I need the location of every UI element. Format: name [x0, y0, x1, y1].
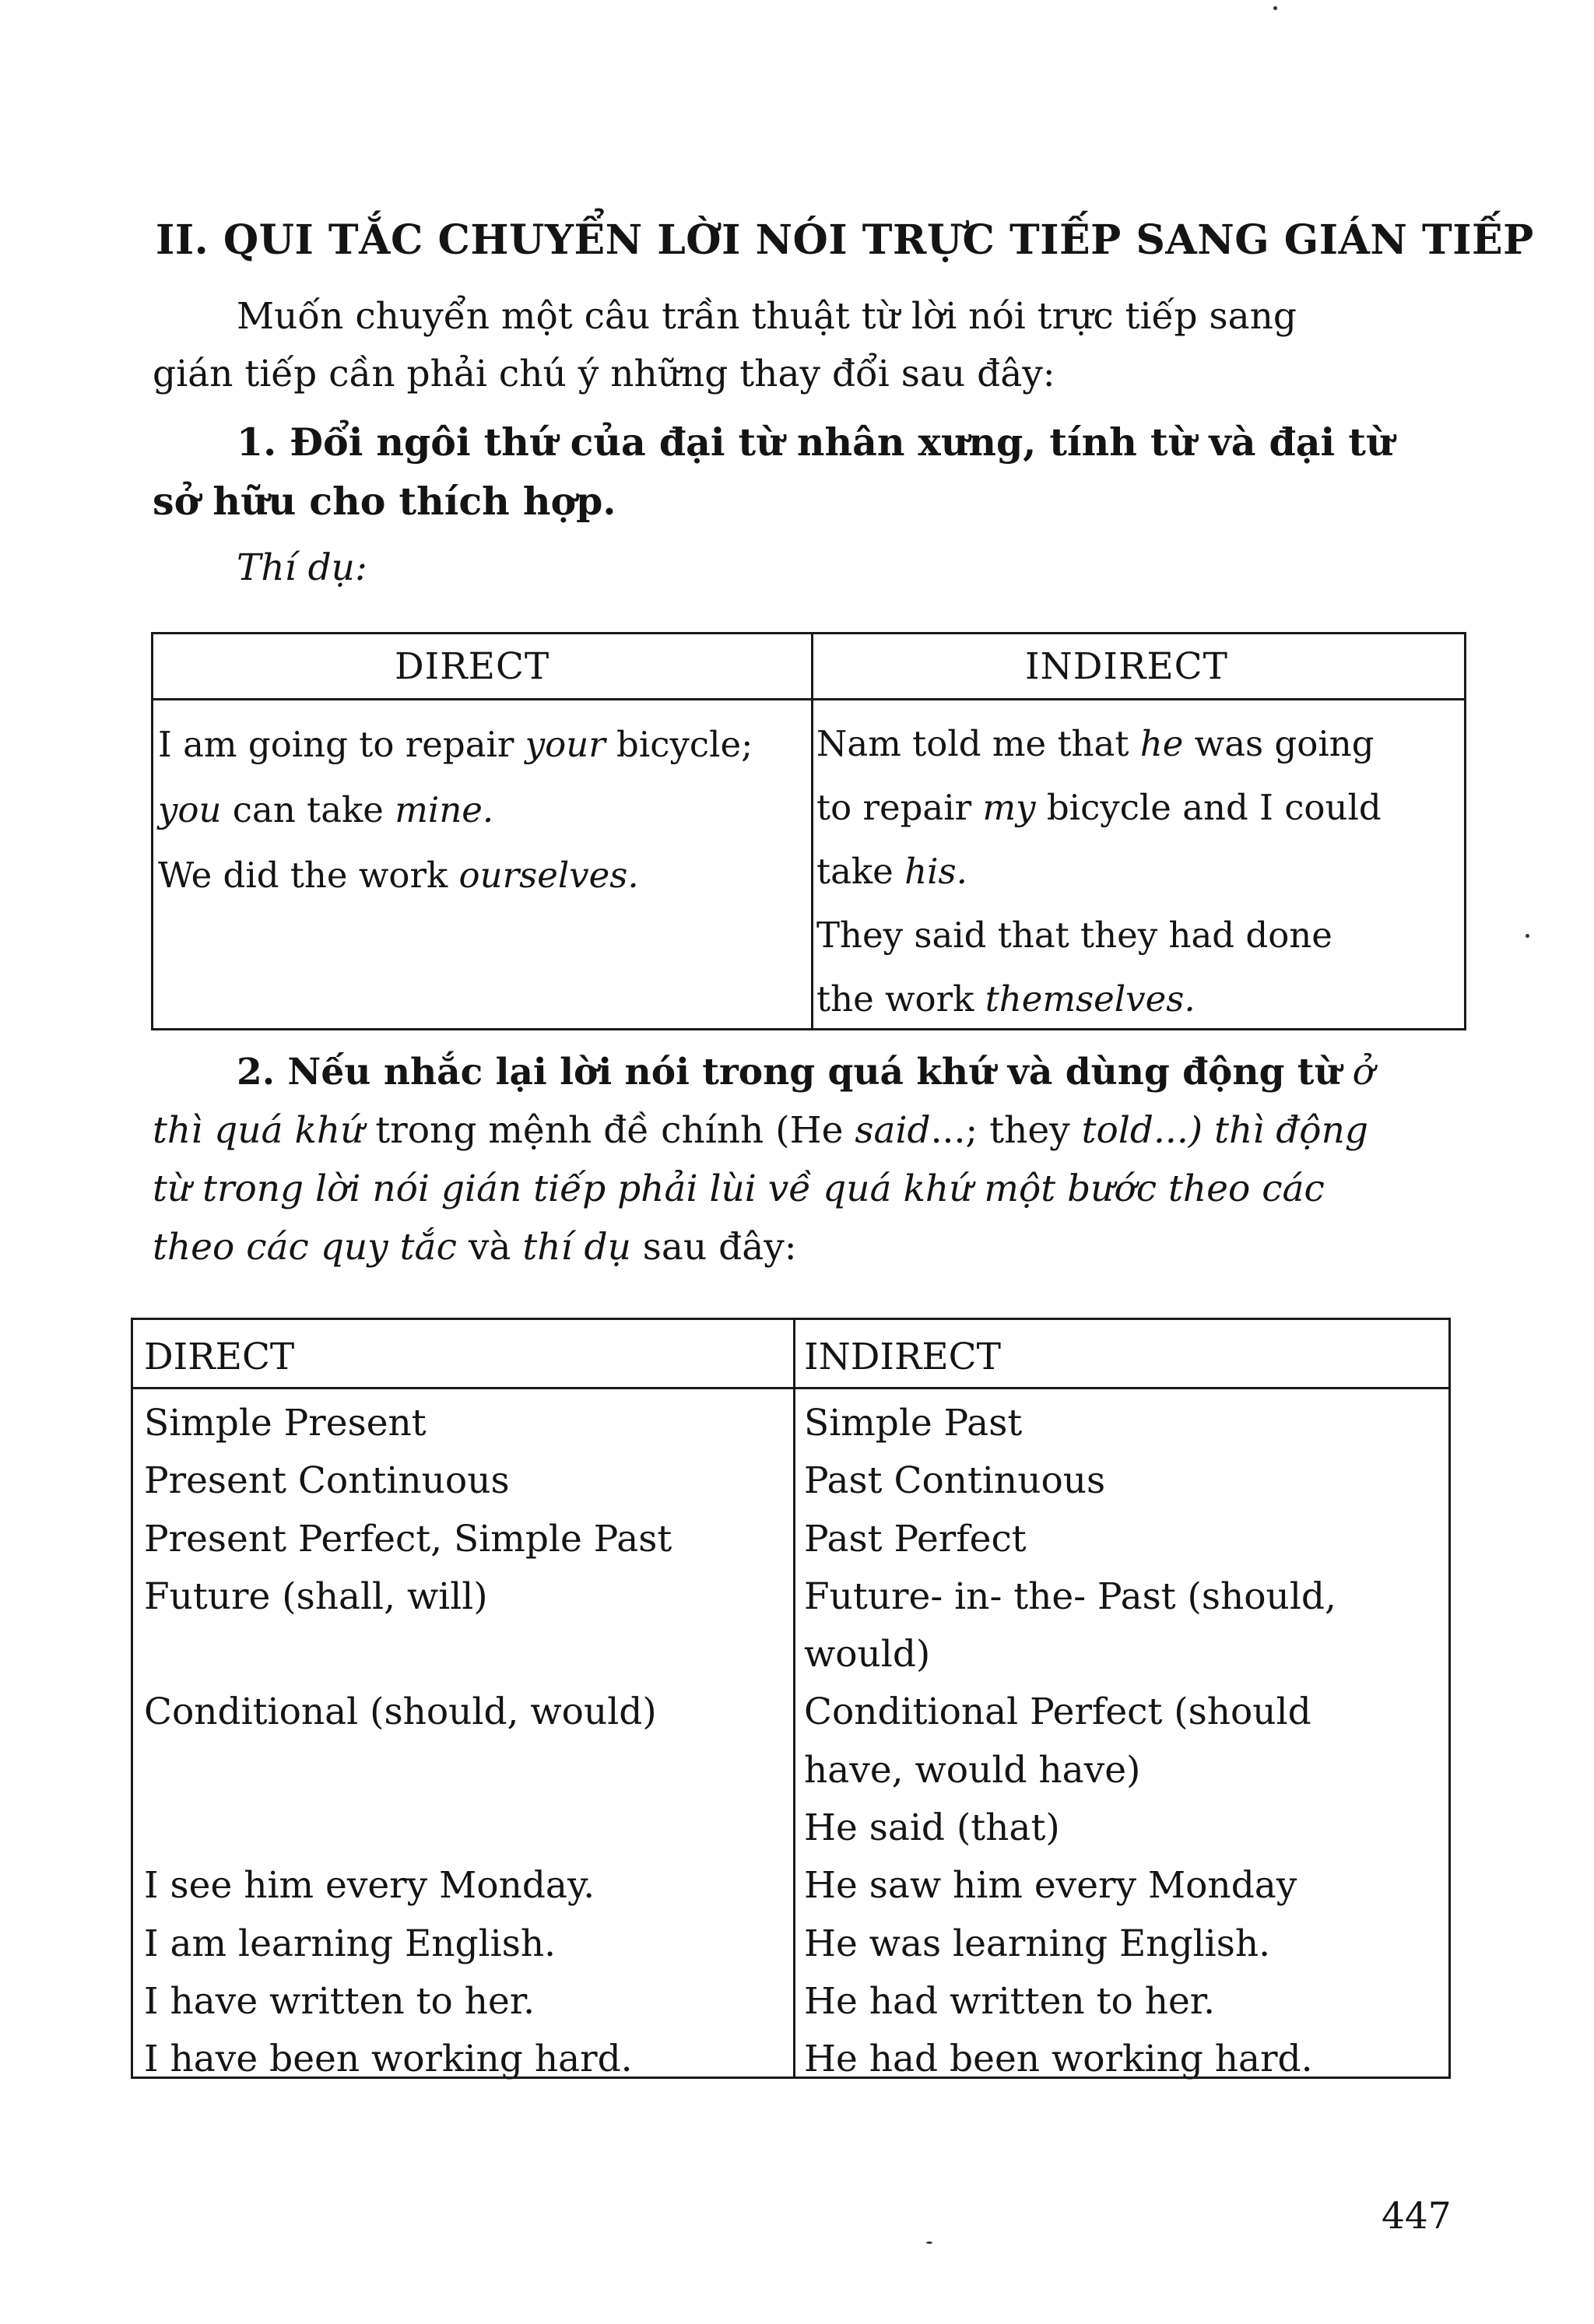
indirect-row: He saw him every Monday	[804, 1864, 1297, 1908]
speck	[1526, 934, 1529, 938]
indirect-line: take his.	[816, 851, 967, 892]
direct-line: I am going to repair your bicycle;	[158, 724, 753, 765]
rule-1-line-1: 1. Đổi ngôi thứ của đại từ nhân xưng, tính từ và đại từ	[237, 420, 1394, 465]
pronoun-table	[151, 632, 1466, 1030]
table-header-direct: DIRECT	[395, 645, 550, 688]
direct-line: you can take mine.	[158, 789, 494, 830]
direct-row: I am learning English.	[144, 1922, 556, 1965]
indirect-row: He was learning English.	[804, 1922, 1271, 1965]
indirect-examples	[816, 712, 1382, 1031]
indirect-row: He said (that)	[804, 1806, 1060, 1850]
rule-2-line-3: từ trong lời nói gián tiếp phải lùi về quá khứ một bước theo các	[153, 1167, 1325, 1210]
direct-line: We did the work ourselves.	[158, 855, 639, 896]
indirect-row: Past Perfect	[804, 1517, 1027, 1560]
table-header-indirect: INDIRECT	[1025, 645, 1228, 688]
speck	[926, 2242, 932, 2244]
speck	[1273, 6, 1277, 10]
table-header-direct: DIRECT	[144, 1336, 295, 1378]
direct-column	[144, 1328, 672, 2089]
rule-1-line-2: sở hữu cho thích hợp.	[153, 479, 616, 524]
tense-table	[131, 1318, 1451, 2079]
rule-2-paragraph	[153, 1043, 1476, 1276]
rule-2-line-1: 2. Nếu nhắc lại lời nói trong quá khứ và dùng động từ ở	[237, 1051, 1375, 1094]
direct-row	[144, 1626, 672, 1683]
example-label: Thí dụ:	[237, 546, 367, 589]
direct-row: I have written to her.	[144, 1979, 535, 2023]
intro-line-1: Muốn chuyển một câu trần thuật từ lời nói trực tiếp sang	[237, 295, 1297, 338]
indirect-line: They said that they had done	[816, 915, 1332, 956]
indirect-row: would)	[804, 1633, 931, 1676]
page-number: 447	[1382, 2195, 1452, 2238]
direct-row: Simple Present	[144, 1402, 427, 1445]
direct-row: Future (shall, will)	[144, 1574, 488, 1618]
rule-2-line-4: theo các quy tắc và thí dụ sau đây:	[153, 1226, 797, 1269]
direct-examples	[158, 712, 753, 908]
table-divider	[153, 698, 1464, 700]
direct-row: Present Continuous	[144, 1459, 510, 1503]
indirect-line: to repair my bicycle and I could	[816, 787, 1382, 828]
direct-row: Present Perfect, Simple Past	[144, 1517, 672, 1560]
indirect-column	[804, 1328, 1336, 2089]
indirect-row: Past Continuous	[804, 1459, 1106, 1503]
intro-line-2: gián tiếp cần phải chú ý những thay đổi sau đây:	[153, 353, 1055, 395]
direct-row	[144, 1742, 672, 1799]
rule-1-heading	[153, 412, 1476, 531]
section-heading: II. QUI TẮC CHUYỂN LỜI NÓI TRỰC TIẾP SANG GIÁN TIẾP	[156, 216, 1534, 264]
indirect-row: Conditional Perfect (should	[804, 1690, 1311, 1734]
direct-row: I see him every Monday.	[144, 1864, 595, 1908]
direct-row: Conditional (should, would)	[144, 1690, 657, 1734]
table-divider	[793, 1320, 795, 2077]
indirect-line: Nam told me that he was going	[816, 723, 1375, 764]
table-divider	[811, 634, 813, 1028]
indirect-row: He had been working hard.	[804, 2038, 1313, 2081]
direct-row	[144, 1799, 672, 1857]
indirect-row: Future- in- the- Past (should,	[804, 1574, 1336, 1618]
indirect-row: have, would have)	[804, 1748, 1141, 1792]
direct-row: I have been working hard.	[144, 2038, 633, 2081]
indirect-line: the work themselves.	[816, 978, 1196, 1020]
table-header-indirect: INDIRECT	[804, 1336, 1001, 1378]
rule-2-line-2: thì quá khứ trong mệnh đề chính (He said...; they told...) thì động	[153, 1109, 1368, 1152]
indirect-row: He had written to her.	[804, 1979, 1216, 2023]
indirect-row: Simple Past	[804, 1402, 1023, 1445]
intro-paragraph	[153, 288, 1476, 403]
